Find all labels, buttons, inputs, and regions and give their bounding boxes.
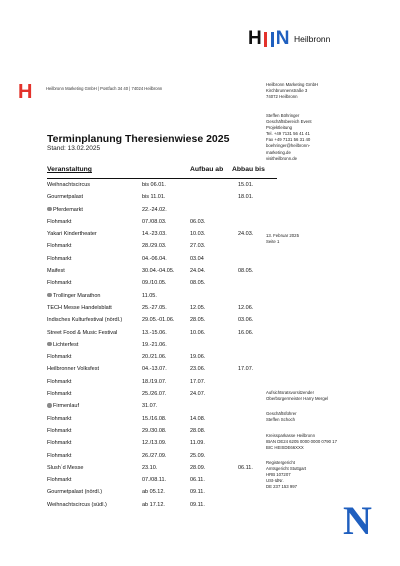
sidebar-bank: Kreissparkasse Heilbronn IBAN DE24 6205 0000 0000 0790 17 BIC HEISDE66XXX <box>266 433 337 451</box>
event-name-cell <box>47 339 78 351</box>
sidebar-address: Heilbronn Marketing GmbH Kirchbrunnenstraße 3 74072 Heilbronn <box>266 82 319 100</box>
event-name-text: Trollinger Marathon <box>53 292 101 299</box>
event-period-cell: 18./19.07. <box>142 378 167 385</box>
event-name-text: Weihnachtscircus <box>47 182 90 188</box>
sender-line: Heilbronn Marketing GmbH | Postfach 34 40 | 74024 Heilbronn <box>46 86 163 91</box>
table-row <box>47 486 277 498</box>
sidebar-management: Geschäftsführer Steffen Schoch <box>266 411 297 423</box>
header-veranstaltung: Veranstaltung <box>47 166 92 173</box>
footer-n-logo: N <box>343 498 372 543</box>
aufbau-cell: 25.09. <box>190 452 206 459</box>
event-period-cell: 11.05. <box>142 292 157 299</box>
aufbau-cell: 10.06. <box>190 329 206 336</box>
event-name-cell <box>47 437 71 449</box>
event-name-cell <box>47 240 71 252</box>
event-name-text: Firmenlauf <box>53 403 79 410</box>
event-name-text: Gourmetpalast <box>47 194 84 201</box>
event-name-text: Street Food & Music Festival <box>47 329 118 336</box>
event-name-text: Flohmarkt <box>47 243 72 250</box>
event-name-cell <box>47 204 83 216</box>
aufbau-cell: 09.11. <box>190 489 205 496</box>
heilbronn-logo <box>248 29 290 49</box>
event-period-cell: 25.-27.05. <box>142 304 167 311</box>
abbau-cell: 17.07. <box>238 366 254 373</box>
aufbau-cell: 28.08. <box>190 427 206 434</box>
schedule-table <box>47 166 277 511</box>
abbau-cell: 08.05. <box>238 268 254 275</box>
aufbau-cell: 24.04. <box>190 268 206 275</box>
event-period-cell: 28./29.03. <box>142 243 167 250</box>
table-row <box>47 191 277 203</box>
event-name-text: Gourmetpalast (nördl.) <box>47 489 103 496</box>
aufbau-cell: 03.04 <box>190 255 204 262</box>
table-row <box>47 240 277 252</box>
event-name-text: Flohmarkt <box>47 427 72 434</box>
event-name-cell <box>47 191 83 203</box>
event-name-text: Pferdemarkt <box>53 206 83 213</box>
sidebar-contact: Steffen Böhringer Geschäftsbereich Event Projektleitung Tel. +49 7131 56 41 41 Fax +49 7131 56 31 40 boehringer@heilbronn- marketing.de visitheilbronn.de <box>266 113 312 161</box>
table-row <box>47 302 277 314</box>
event-name-cell <box>47 290 100 302</box>
abbau-cell: 12.06. <box>238 304 254 311</box>
event-name-cell <box>47 400 79 412</box>
aufbau-cell: 17.07. <box>190 378 206 385</box>
table-row <box>47 327 277 339</box>
event-period-cell: 07./08.11. <box>142 477 167 484</box>
table-row <box>47 376 277 388</box>
table-row <box>47 277 277 289</box>
abbau-cell: 15.01. <box>238 182 254 188</box>
event-name-text: Flohmarkt <box>47 378 72 385</box>
table-header <box>47 166 277 179</box>
table-row <box>47 400 277 412</box>
aufbau-cell: 28.05. <box>190 317 206 324</box>
table-row <box>47 474 277 486</box>
event-name-text: Flohmarkt <box>47 440 72 447</box>
event-period-cell: 29.05.-01.06. <box>142 317 175 324</box>
event-name-cell <box>47 179 90 191</box>
gray-dot-icon <box>47 293 52 298</box>
event-period-cell: 04.-13.07. <box>142 366 167 373</box>
table-row <box>47 216 277 228</box>
event-name-cell <box>47 327 117 339</box>
event-name-text: Maifest <box>47 268 65 275</box>
table-row <box>47 425 277 437</box>
logo-bar-red <box>264 32 267 47</box>
event-period-cell: bis 06.01. <box>142 182 166 188</box>
event-period-cell: 14.-23.03. <box>142 231 167 238</box>
table-row <box>47 450 277 462</box>
event-period-cell: 29./30.08. <box>142 427 167 434</box>
table-row <box>47 265 277 277</box>
table-row <box>47 363 277 375</box>
event-name-cell <box>47 314 122 326</box>
event-name-cell <box>47 265 65 277</box>
event-name-cell <box>47 363 99 375</box>
event-name-text: Flohmarkt <box>47 452 72 459</box>
event-name-text: Flohmarkt <box>47 477 72 484</box>
event-name-cell <box>47 450 71 462</box>
event-name-cell <box>47 425 71 437</box>
event-name-cell <box>47 462 83 474</box>
event-period-cell: 13.-15.06. <box>142 329 167 336</box>
aufbau-cell: 06.11. <box>190 477 205 484</box>
event-period-cell: bis 11.01. <box>142 194 166 201</box>
event-name-text: Flohmarkt <box>47 415 72 422</box>
event-name-cell <box>47 228 97 240</box>
event-name-text: Indisches Kulturfestival (nördl.) <box>47 317 123 324</box>
header-aufbau: Aufbau ab <box>190 166 224 173</box>
event-name-cell <box>47 413 71 425</box>
header-abbau: Abbau bis <box>232 166 265 173</box>
event-period-cell: ab 17.12. <box>142 501 165 508</box>
event-period-cell: 04.-06.04. <box>142 255 167 262</box>
event-name-cell <box>47 474 71 486</box>
aufbau-cell: 14.08. <box>190 415 206 422</box>
event-name-cell <box>47 253 71 265</box>
aufbau-cell: 08.05. <box>190 280 206 287</box>
table-row <box>47 351 277 363</box>
table-row <box>47 314 277 326</box>
event-name-text: Flohmarkt <box>47 255 72 262</box>
table-row <box>47 253 277 265</box>
document-title: Terminplanung Theresienwiese 2025 <box>47 133 230 145</box>
event-name-text: TECH Messe Handelsblatt <box>47 304 112 311</box>
logo-letter-n: N <box>275 28 290 49</box>
sidebar-chair: Aufsichtsratsvorsitzender Oberbürgermeister Harry Mergel <box>266 390 329 402</box>
sidebar-registry: Registergericht Amtsgericht Stuttgart HRB 107207 USt-IdNr. DE 237 153 997 <box>266 460 307 490</box>
event-name-cell <box>47 351 71 363</box>
event-name-cell <box>47 376 71 388</box>
event-period-cell: 26./27.09. <box>142 452 167 459</box>
event-period-cell: 25./26.07. <box>142 391 167 398</box>
event-period-cell: 09./10.05. <box>142 280 167 287</box>
abbau-cell: 06.11. <box>238 464 253 471</box>
table-row <box>47 204 277 216</box>
abbau-cell: 24.03. <box>238 231 254 238</box>
event-name-cell <box>47 388 71 400</box>
logo-bar-blue <box>271 32 274 47</box>
aufbau-cell: 10.03. <box>190 231 206 238</box>
event-period-cell: 15./16.08. <box>142 415 167 422</box>
aufbau-cell: 23.06. <box>190 366 206 373</box>
logo-letter-h: H <box>248 28 262 49</box>
event-period-cell: 22.-24.02. <box>142 206 167 213</box>
document-stand-date: Stand: 13.02.2025 <box>47 145 101 152</box>
event-name-cell <box>47 216 71 228</box>
event-name-text: Flohmarkt <box>47 218 72 225</box>
event-name-text: Flohmarkt <box>47 280 72 287</box>
logo-city-name: Heilbronn <box>294 34 331 44</box>
event-name-text: Flohmarkt <box>47 391 72 398</box>
sidebar-date-page: 13. Februar 2025 Seite 1 <box>266 233 299 245</box>
aufbau-cell: 24.07. <box>190 391 206 398</box>
table-body <box>47 179 277 511</box>
abbau-cell: 03.06. <box>238 317 254 324</box>
event-name-text: Flohmarkt <box>47 354 72 361</box>
aufbau-cell: 09.11. <box>190 501 205 508</box>
table-row <box>47 413 277 425</box>
table-row <box>47 462 277 474</box>
event-period-cell: 07./08.03. <box>142 218 167 225</box>
table-row <box>47 499 277 511</box>
event-name-text: Heilbronner Volksfest <box>47 366 99 373</box>
event-name-text: Lichterfest <box>53 341 79 348</box>
table-row <box>47 290 277 302</box>
aufbau-cell: 28.09. <box>190 464 206 471</box>
gray-dot-icon <box>47 342 52 347</box>
event-period-cell: 19.-21.06. <box>142 341 167 348</box>
event-period-cell: ab 05.12. <box>142 489 165 496</box>
event-period-cell: 12./13.09. <box>142 440 167 447</box>
event-name-cell <box>47 499 107 511</box>
gray-dot-icon <box>47 207 52 212</box>
abbau-cell: 16.06. <box>238 329 254 336</box>
gray-dot-icon <box>47 403 52 408</box>
event-name-cell <box>47 277 71 289</box>
aufbau-cell: 06.03. <box>190 218 206 225</box>
table-row <box>47 339 277 351</box>
aufbau-cell: 27.03. <box>190 243 206 250</box>
event-name-cell <box>47 486 102 498</box>
table-row <box>47 179 277 191</box>
event-name-text: Slush´d Messe <box>47 464 84 471</box>
event-period-cell: 31.07. <box>142 403 158 410</box>
event-period-cell: 30.04.-04.05. <box>142 268 175 275</box>
abbau-cell: 18.01. <box>238 194 254 201</box>
table-row <box>47 388 277 400</box>
event-period-cell: 23.10. <box>142 464 158 471</box>
event-period-cell: 20./21.06. <box>142 354 167 361</box>
event-name-text: Weihnachtscircus (südl.) <box>47 501 107 508</box>
event-name-cell <box>47 302 112 314</box>
aufbau-cell: 19.06. <box>190 354 206 361</box>
event-name-text: Yakari Kindertheater <box>47 231 97 238</box>
table-row <box>47 437 277 449</box>
aufbau-cell: 11.09. <box>190 440 205 447</box>
table-row <box>47 228 277 240</box>
red-h-mark: H <box>18 81 33 103</box>
aufbau-cell: 12.05. <box>190 304 206 311</box>
